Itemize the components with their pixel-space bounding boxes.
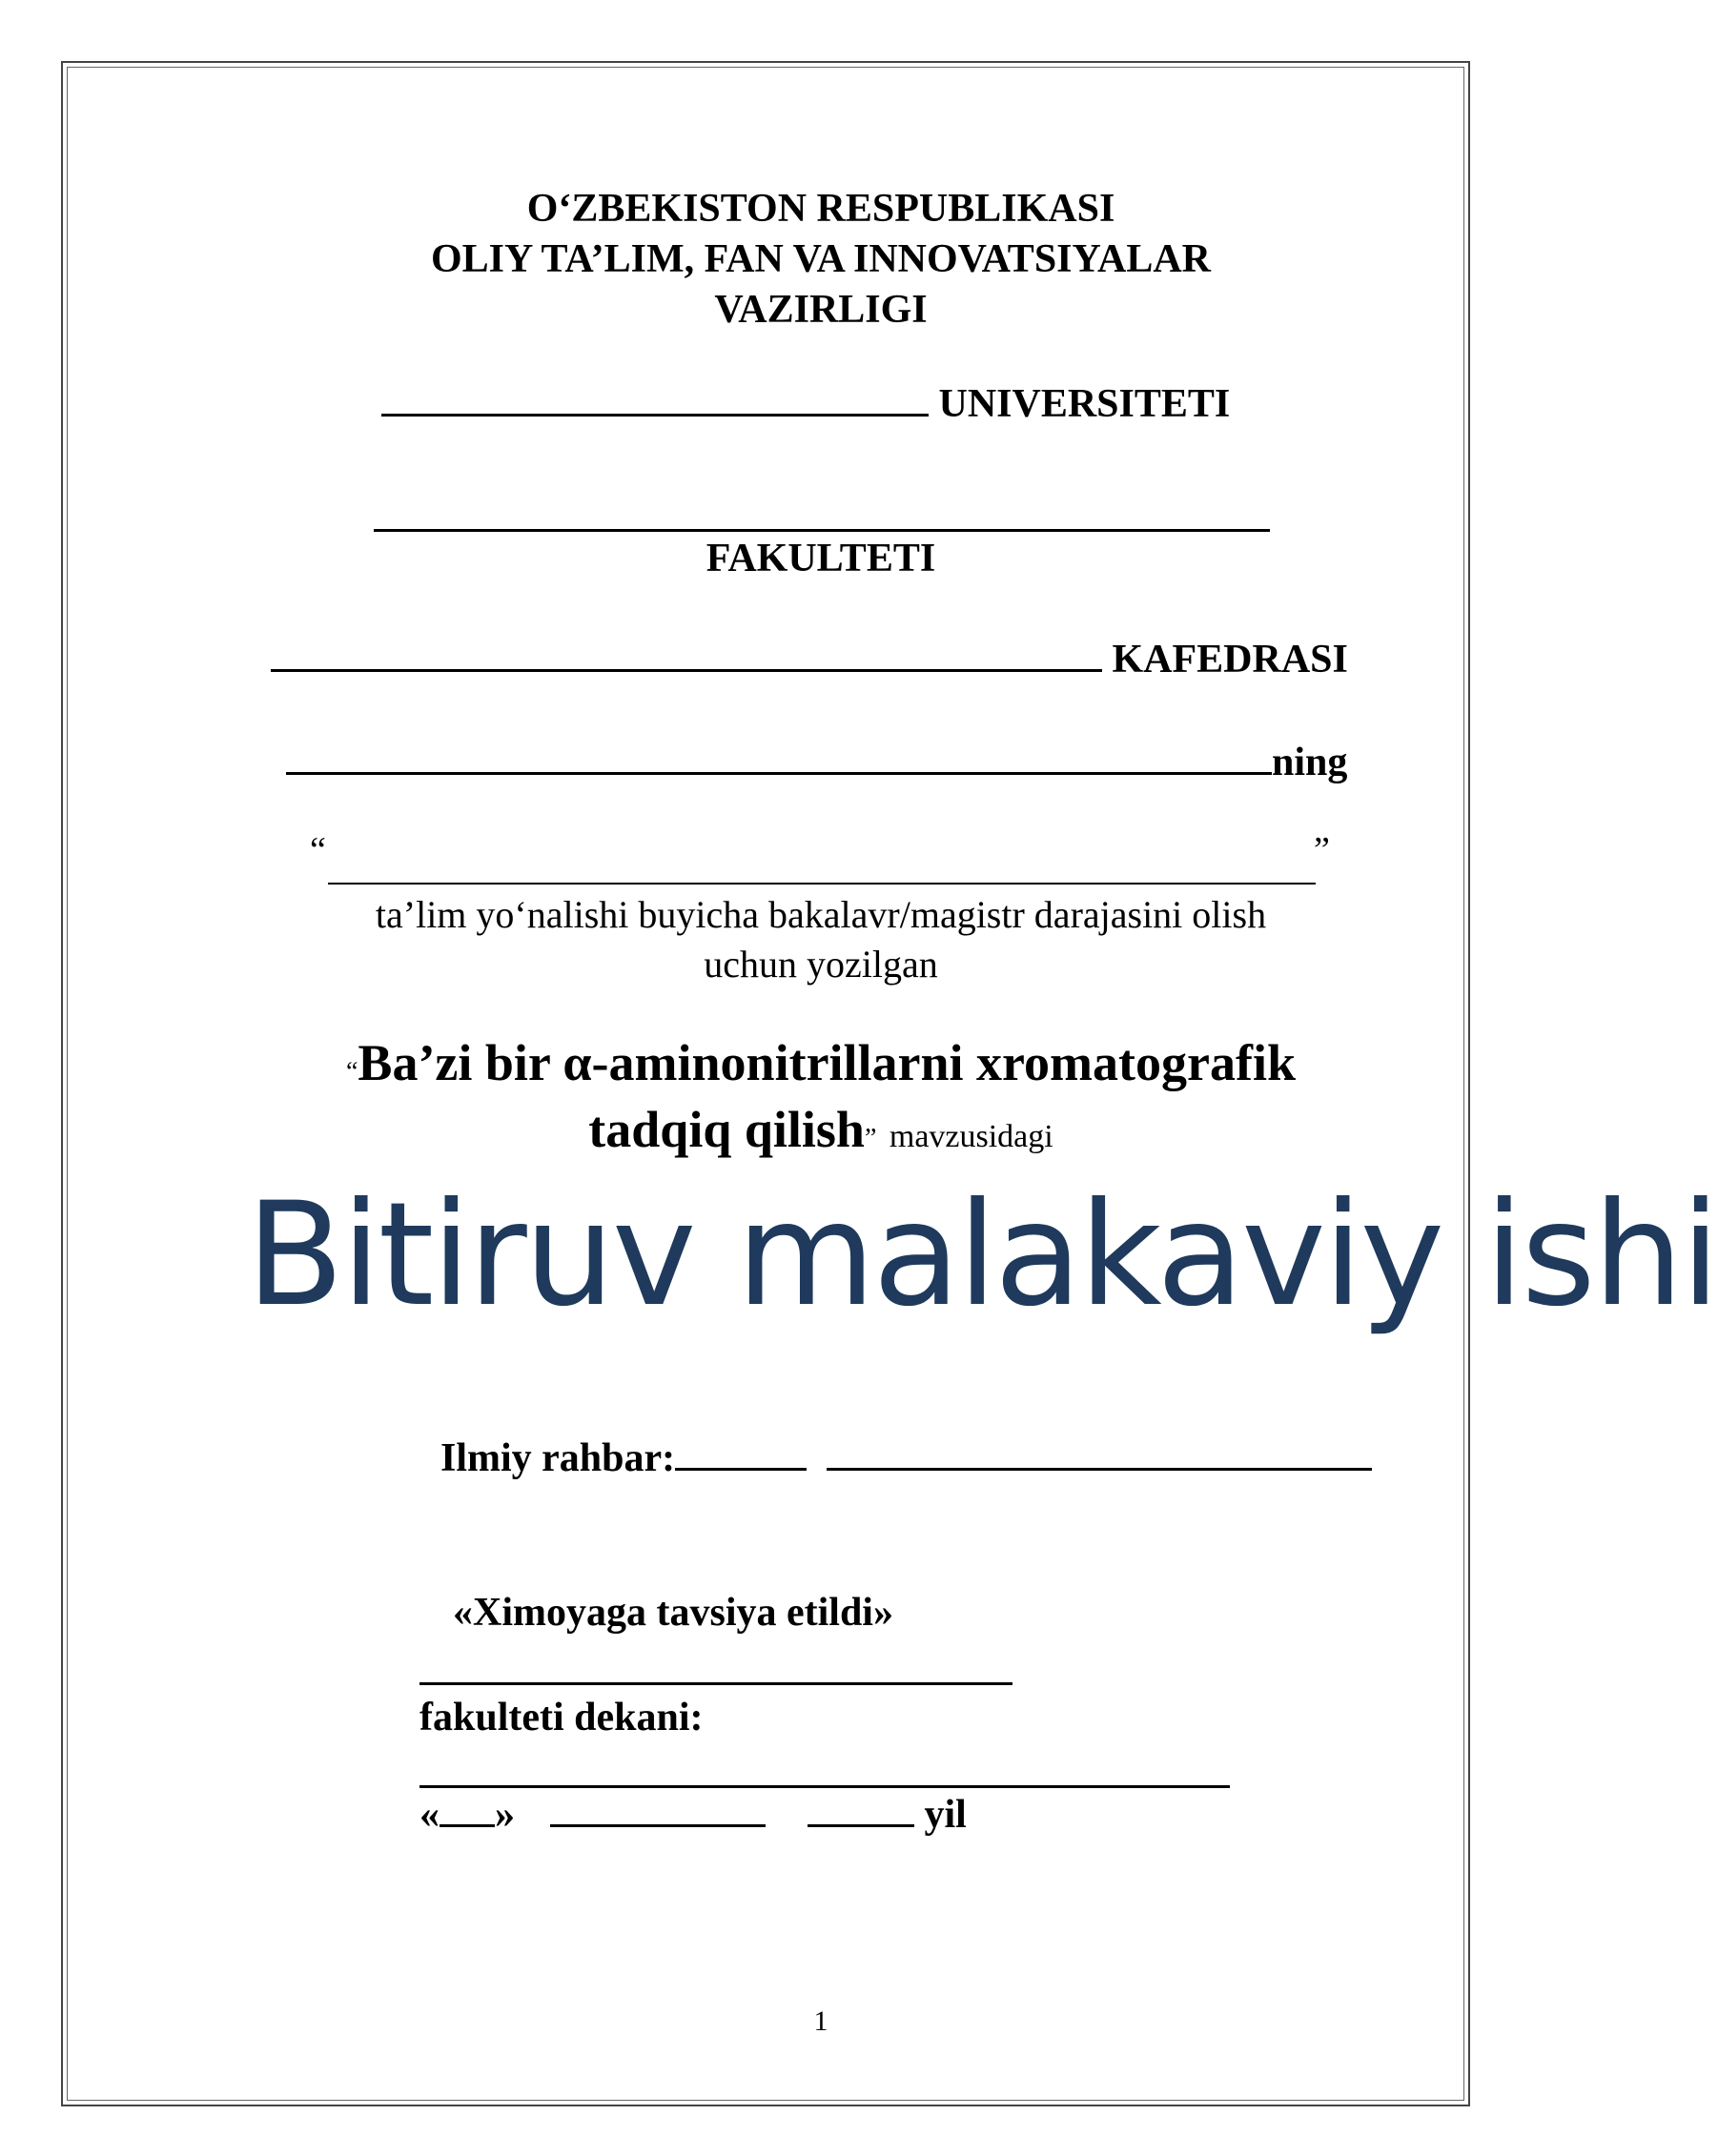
faculty-blank [374,529,1270,532]
page-number: 1 [813,2005,828,2037]
date-row [419,1792,967,1838]
dean-faculty-blank [419,1682,1012,1685]
university-blank [381,413,929,417]
student-suffix: ning [1272,741,1348,784]
department-blank [271,668,1102,672]
topic-line-1 [0,1033,1642,1092]
dean-label: fakulteti dekani: [419,1696,704,1739]
faculty-label: FAKULTETI [706,537,936,580]
supervisor-blank-2 [827,1467,1372,1471]
work-title: Bitiruv malakaviy ishi [246,1172,1718,1338]
topic-close-quote: ” [864,1124,877,1153]
ministry-line-3: VAZIRLIGI [714,288,928,332]
university-row [381,381,1230,427]
university-label: UNIVERSITETI [938,382,1231,426]
student-name-blank [286,771,1272,775]
supervisor-blank-1 [675,1467,807,1471]
defense-recommendation: «Ximoyaga tavsiya etildi» [453,1591,893,1635]
date-year-suffix: yil [924,1793,967,1837]
direction-open-quote: “ [310,830,326,870]
topic-line-2 [0,1100,1642,1159]
department-label: KAFEDRASI [1112,638,1348,681]
topic-text-1: Ba’zi bir α-aminonitrillarni xromatografik [358,1034,1296,1091]
date-open-quote: « [419,1793,440,1837]
date-day-blank [440,1823,495,1827]
date-month-blank [550,1823,766,1827]
ministry-line-1: O‘ZBEKISTON RESPUBLIKASI [526,187,1115,231]
topic-text-2: tadqiq qilish [588,1101,865,1158]
supervisor-row [440,1435,1372,1481]
direction-text-line-1: ta’lim yo‘nalishi buyicha bakalavr/magistr darajasini olish [375,893,1267,936]
direction-blank [328,883,1316,885]
direction-close-quote: ” [1314,830,1330,870]
supervisor-label: Ilmiy rahbar: [440,1436,676,1480]
student-row [286,740,1347,785]
date-year-blank [808,1823,914,1827]
topic-open-quote: “ [345,1057,358,1087]
direction-text-line-2: uchun yozilgan [704,943,938,986]
dean-name-blank [419,1785,1230,1788]
department-row [271,637,1348,682]
date-close-quote: » [495,1793,515,1837]
topic-suffix: mavzusidagi [889,1119,1053,1154]
ministry-line-2: OLIY TA’LIM, FAN VA INNOVATSIYALAR [430,237,1211,281]
